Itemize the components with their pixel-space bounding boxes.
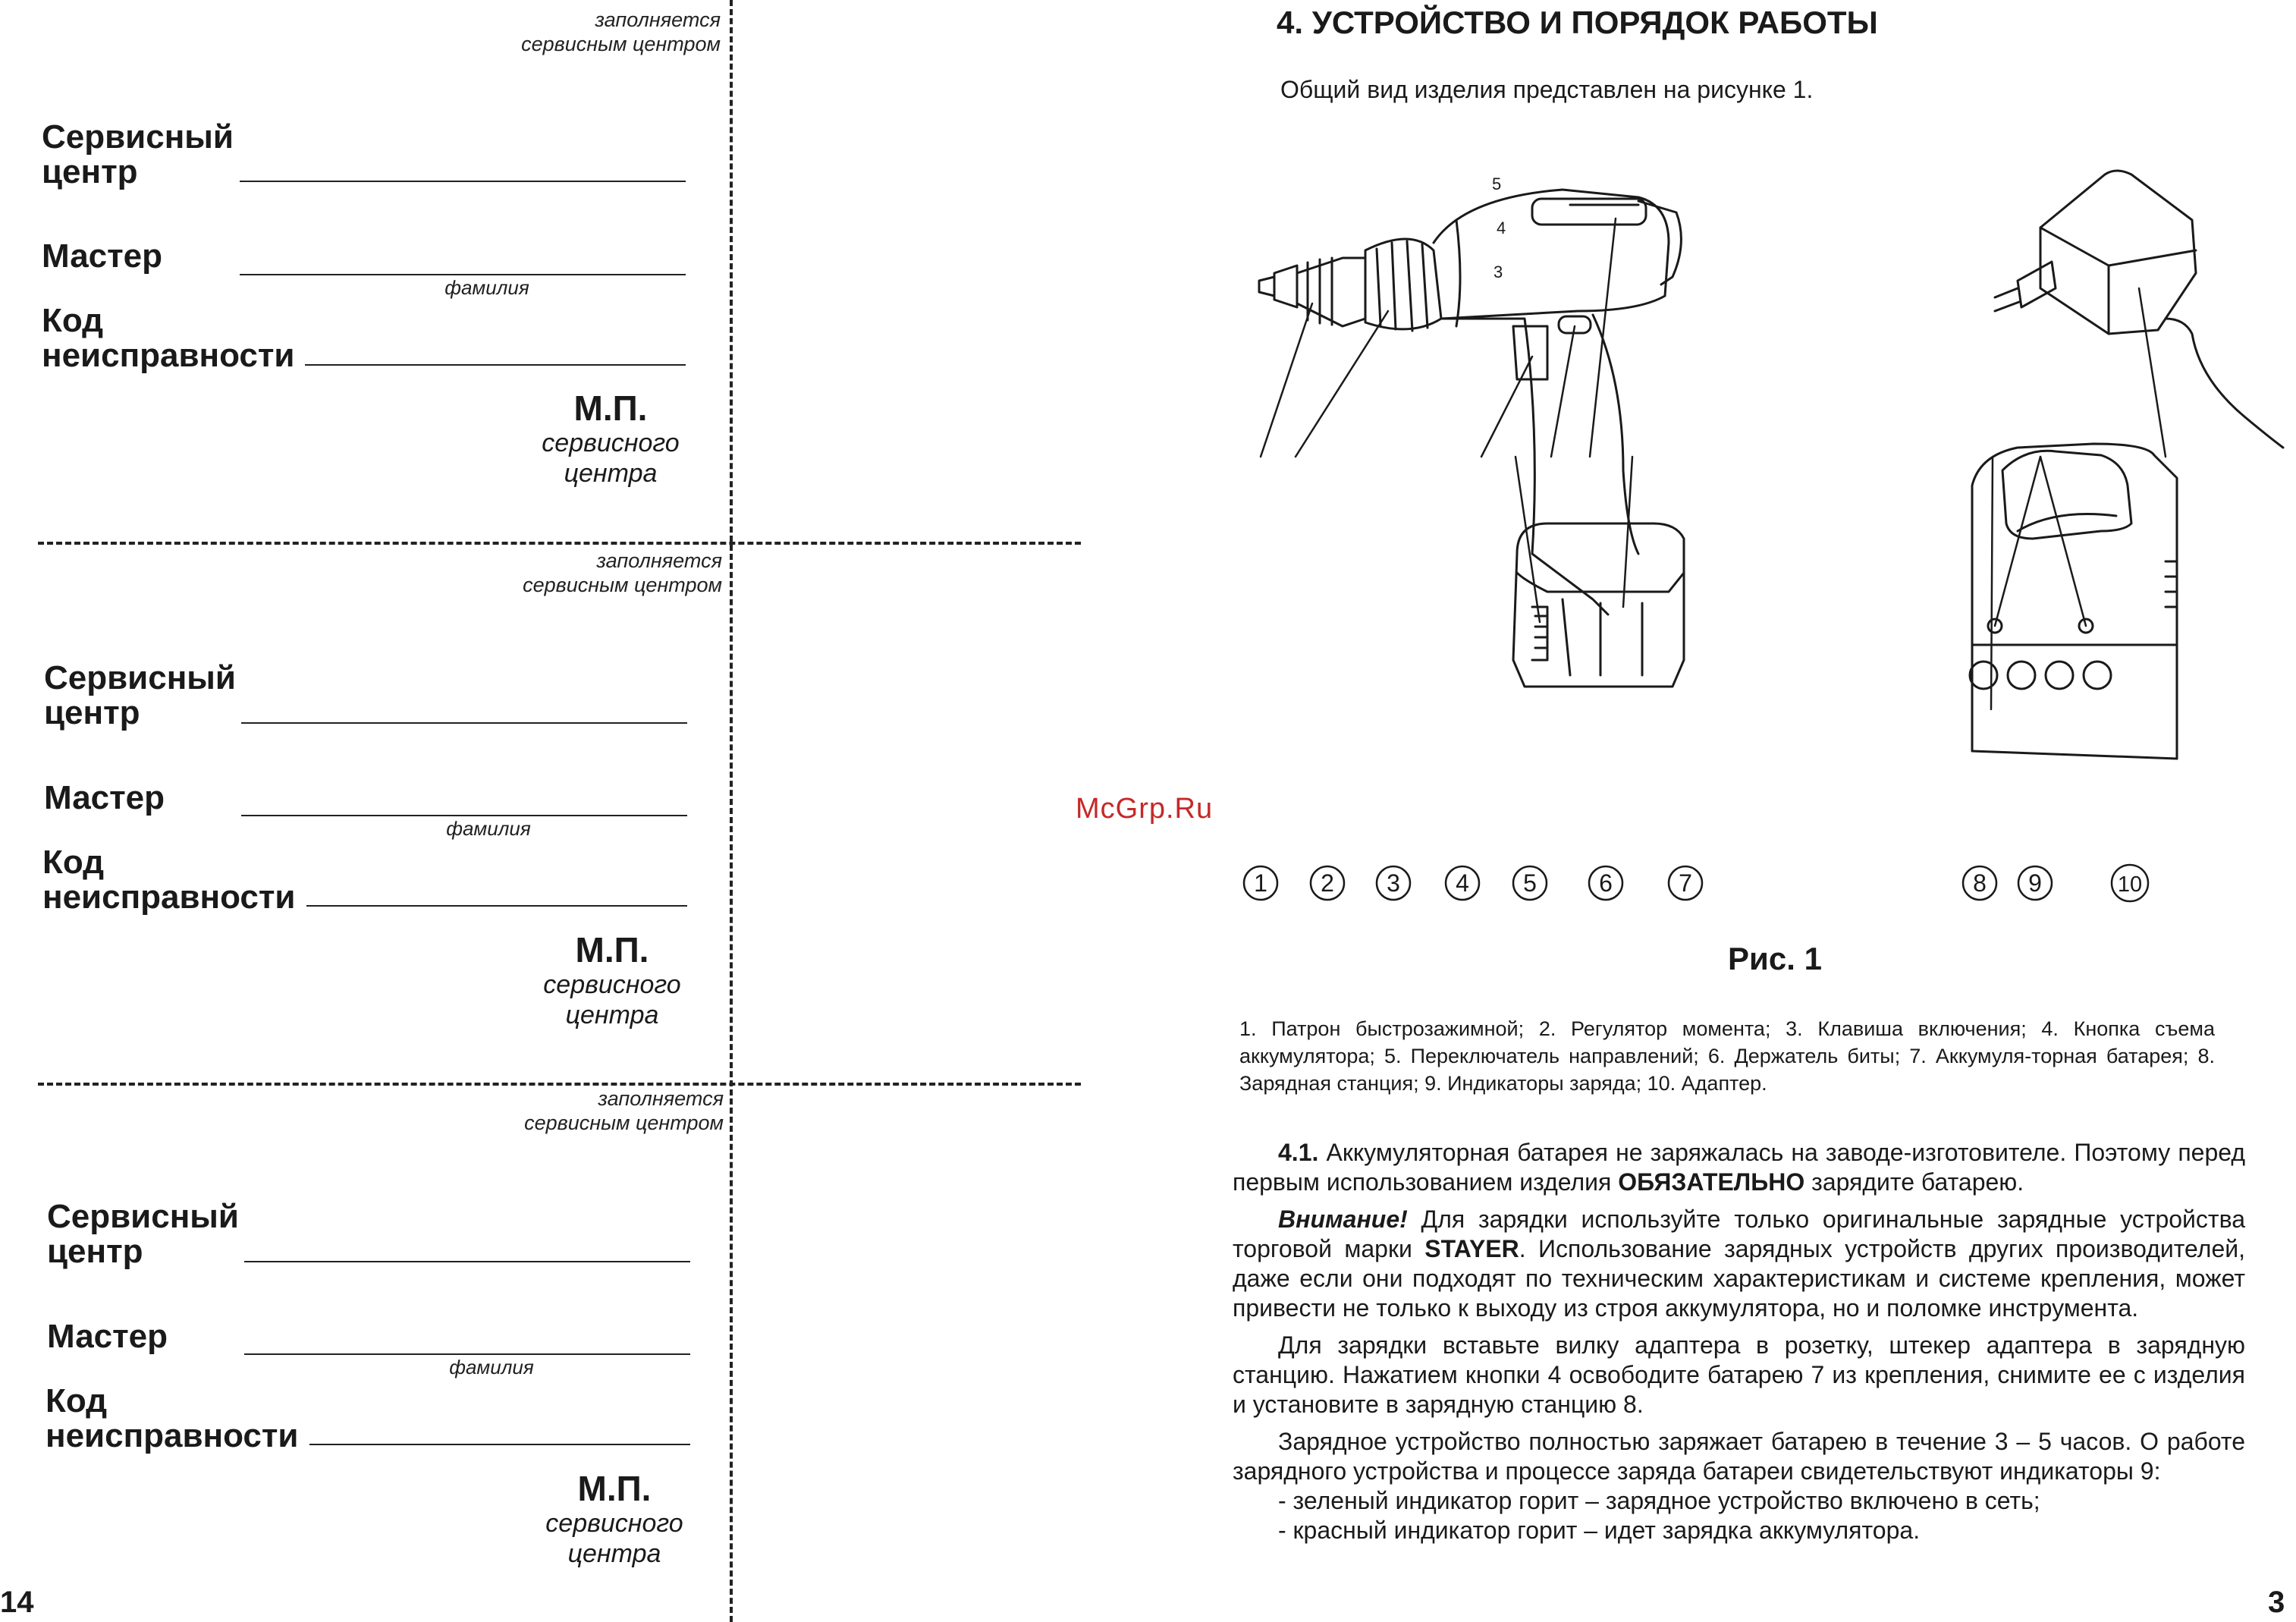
svg-text:10: 10 <box>2117 872 2143 897</box>
cut-line-1 <box>38 542 1081 545</box>
svg-text:9: 9 <box>2028 869 2042 897</box>
callout-10 <box>2112 865 2148 901</box>
list-item: - зеленый индикатор горит – зарядное устройство включено в сеть; <box>1278 1487 2040 1514</box>
callout-2 <box>1311 866 1344 900</box>
master-field[interactable] <box>241 815 687 816</box>
callout-7 <box>1669 866 1702 900</box>
svg-text:5: 5 <box>1523 869 1537 897</box>
surname-hint: фамилия <box>444 276 529 299</box>
figure-1-illustration <box>1214 129 2291 926</box>
callouts <box>1214 857 2291 910</box>
dial-mark: 5 <box>1492 174 1502 193</box>
paragraph-4-1: 4.1. Аккумуляторная батарея не заряжалась на заводе-изготовителе. Поэтому перед первым использованием изделия ОБЯЗАТЕЛЬНО зарядите батарею. <box>1233 1139 2245 1196</box>
service-center-label: Сервисный центр <box>44 659 236 731</box>
filled-by-note: заполняется сервисным центром <box>524 1087 724 1134</box>
surname-hint: фамилия <box>449 1356 534 1378</box>
master-label: Мастер <box>44 779 165 816</box>
svg-text:7: 7 <box>1679 869 1692 897</box>
intro-text: Общий вид изделия представлен на рисунке 1. <box>1280 76 1814 103</box>
section-heading: 4. УСТРОЙСТВО И ПОРЯДОК РАБОТЫ <box>1277 5 1878 40</box>
callout-5 <box>1513 866 1547 900</box>
body-text <box>1233 1138 2245 1545</box>
drill-illustration <box>1259 190 1684 687</box>
adapter-illustration <box>1995 171 2283 448</box>
filled-by-note: заполняется сервисным центром <box>521 8 721 55</box>
svg-text:6: 6 <box>1599 869 1613 897</box>
master-field[interactable] <box>244 1353 690 1355</box>
master-label: Мастер <box>47 1318 168 1355</box>
svg-text:4: 4 <box>1456 869 1469 897</box>
watermark: McGrp.Ru <box>1076 793 1214 825</box>
stamp-area: М.П. сервисного центра <box>542 388 680 488</box>
leader-lines <box>1261 218 2166 709</box>
service-center-field[interactable] <box>241 722 687 724</box>
filled-by-note: заполняется сервисным центром <box>523 549 722 596</box>
svg-text:3: 3 <box>1387 869 1400 897</box>
svg-text:1: 1 <box>1254 869 1267 897</box>
cut-line-2 <box>38 1083 1081 1086</box>
fault-code-label: Код неисправности <box>42 844 296 916</box>
fault-code-field[interactable] <box>309 1444 690 1445</box>
fault-code-field[interactable] <box>306 905 687 907</box>
svg-text:8: 8 <box>1973 869 1987 897</box>
master-field[interactable] <box>240 274 686 275</box>
callout-1 <box>1244 866 1277 900</box>
fault-code-label: Код неисправности <box>42 302 295 374</box>
fold-line-vertical <box>730 0 733 1622</box>
svg-text:2: 2 <box>1321 869 1334 897</box>
master-label: Мастер <box>42 237 163 275</box>
service-center-label: Сервисный центр <box>47 1198 239 1270</box>
callout-9 <box>2018 866 2052 900</box>
stamp-area: М.П. сервисного центра <box>545 1469 683 1568</box>
callout-3 <box>1377 866 1410 900</box>
callout-6 <box>1589 866 1622 900</box>
dial-mark: 3 <box>1493 262 1503 281</box>
fault-code-label: Код неисправности <box>46 1382 299 1454</box>
stamp-area: М.П. сервисного центра <box>543 930 681 1029</box>
surname-hint: фамилия <box>446 817 531 840</box>
paragraph-charging: Для зарядки вставьте вилку адаптера в розетку, штекер адаптера в зарядную станцию. Нажатием кнопки 4 освободите батарею 7 из крепления, снимите ее с изделия и установите в зарядную станцию 8. <box>1233 1331 2245 1418</box>
callout-8 <box>1963 866 1996 900</box>
figure-caption: 1. Патрон быстрозажимной; 2. Регулятор момента; 3. Клавиша включения; 4. Кнопка съема аккумулятора; 5. Переключатель направлений; 6. Держатель биты; 7. Аккумуля-торная батарея; 8. Зарядная станция; 9. Индикаторы заряда; 10. Адаптер. <box>1239 1017 2215 1095</box>
list-item: - красный индикатор горит – идет зарядка аккумулятора. <box>1278 1517 1921 1544</box>
service-center-field[interactable] <box>244 1261 690 1262</box>
indicator-list <box>1233 1486 2245 1545</box>
page-number-left: 14 <box>0 1586 34 1619</box>
page-number-right: 3 <box>2268 1586 2285 1619</box>
fault-code-field[interactable] <box>305 364 686 366</box>
figure-title: Рис. 1 <box>1728 941 1822 976</box>
service-center-field[interactable] <box>240 181 686 182</box>
service-center-label: Сервисный центр <box>42 118 234 190</box>
callout-4 <box>1446 866 1479 900</box>
paragraph-warning: Внимание! Для зарядки используйте только оригинальные зарядные устройства торговой марки STAYER. Использование зарядных устройств других производителей, даже если они подходят по техническим характеристикам и системе крепления, может привести не только к выходу из строя аккумулятора, но и поломке инструмента. <box>1233 1205 2246 1322</box>
dial-mark: 4 <box>1497 218 1506 237</box>
paragraph-indicators: Зарядное устройство полностью заряжает батарею в течение 3 – 5 часов. О работе зарядного устройства и процессе заряда батареи свидетельствуют индикаторы 9: <box>1233 1428 2245 1485</box>
